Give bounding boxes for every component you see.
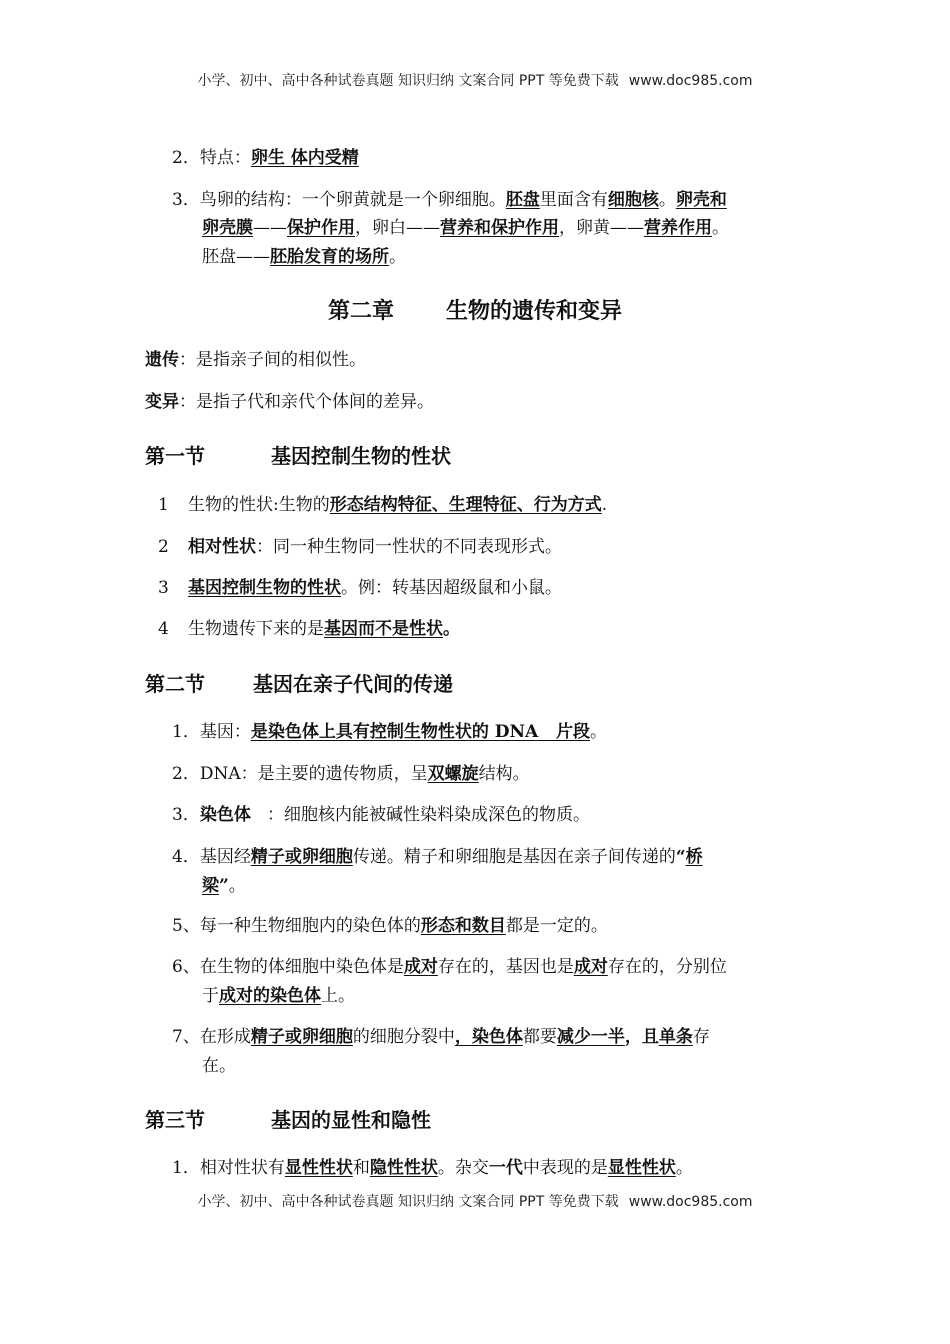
definition-variation: 变异：是指子代和亲代个体间的差异。 xyxy=(145,392,434,412)
list-item: 4．基因经精子或卵细胞传递。精子和卵细胞是基因在亲子间传递的“桥 xyxy=(172,847,703,867)
section-heading: 第二节 基因在亲子代间的传递 xyxy=(145,672,453,696)
list-item: 1．基因：是染色体上具有控制生物性状的 DNA 片段。 xyxy=(172,722,607,742)
list-item-continuation: 梁”。 xyxy=(202,876,246,896)
list-item: 4 生物遗传下来的是基因而不是性状。 xyxy=(158,619,460,639)
list-item: 5、每一种生物细胞内的染色体的形态和数目都是一定的。 xyxy=(172,916,608,936)
list-item: 3．染色体 ：细胞核内能被碱性染料染成深色的物质。 xyxy=(172,805,591,825)
list-item: 1．相对性状有显性性状和隐性性状。杂交一代中表现的是显性性状。 xyxy=(172,1158,693,1178)
list-item: 3．鸟卵的结构：一个卵黄就是一个卵细胞。胚盘里面含有细胞核。卵壳和 xyxy=(172,190,727,210)
list-item-continuation: 于成对的染色体上。 xyxy=(202,986,355,1006)
chapter-title: 第二章 生物的遗传和变异 xyxy=(327,298,623,324)
header-url[interactable]: www.doc985.com xyxy=(628,73,753,89)
definition-heredity: 遗传：是指亲子间的相似性。 xyxy=(145,350,366,370)
list-item: 2 相对性状：同一种生物同一性状的不同表现形式。 xyxy=(158,537,562,557)
list-item: 3 基因控制生物的性状。例：转基因超级鼠和小鼠。 xyxy=(158,578,562,598)
page-header xyxy=(0,70,950,90)
footer-url[interactable]: www.doc985.com xyxy=(628,1194,753,1210)
list-item-continuation: 卵壳膜——保护作用，卵白——营养和保护作用，卵黄——营养作用。 xyxy=(202,218,729,238)
list-item-continuation: 在。 xyxy=(202,1056,236,1076)
page-footer xyxy=(0,1191,950,1211)
section-heading: 第一节 基因控制生物的性状 xyxy=(145,444,451,468)
section-heading: 第三节 基因的显性和隐性 xyxy=(145,1108,431,1132)
list-item: 7、在形成精子或卵细胞的细胞分裂中，染色体都要减少一半，且单条存 xyxy=(172,1027,710,1047)
footer-text: 小学、初中、高中各种试卷真题 知识归纳 文案合同 PPT 等免费下载 xyxy=(197,1194,619,1210)
list-item: 6、在生物的体细胞中染色体是成对存在的，基因也是成对存在的，分别位 xyxy=(172,957,727,977)
header-text: 小学、初中、高中各种试卷真题 知识归纳 文案合同 PPT 等免费下载 xyxy=(197,73,619,89)
list-item: 2．特点：卵生 体内受精 xyxy=(172,148,359,168)
list-item: 1 生物的性状:生物的形态结构特征、生理特征、行为方式. xyxy=(158,495,608,515)
list-item-continuation: 胚盘——胚胎发育的场所。 xyxy=(202,247,406,267)
list-item: 2．DNA：是主要的遗传物质，呈双螺旋结构。 xyxy=(172,764,530,784)
